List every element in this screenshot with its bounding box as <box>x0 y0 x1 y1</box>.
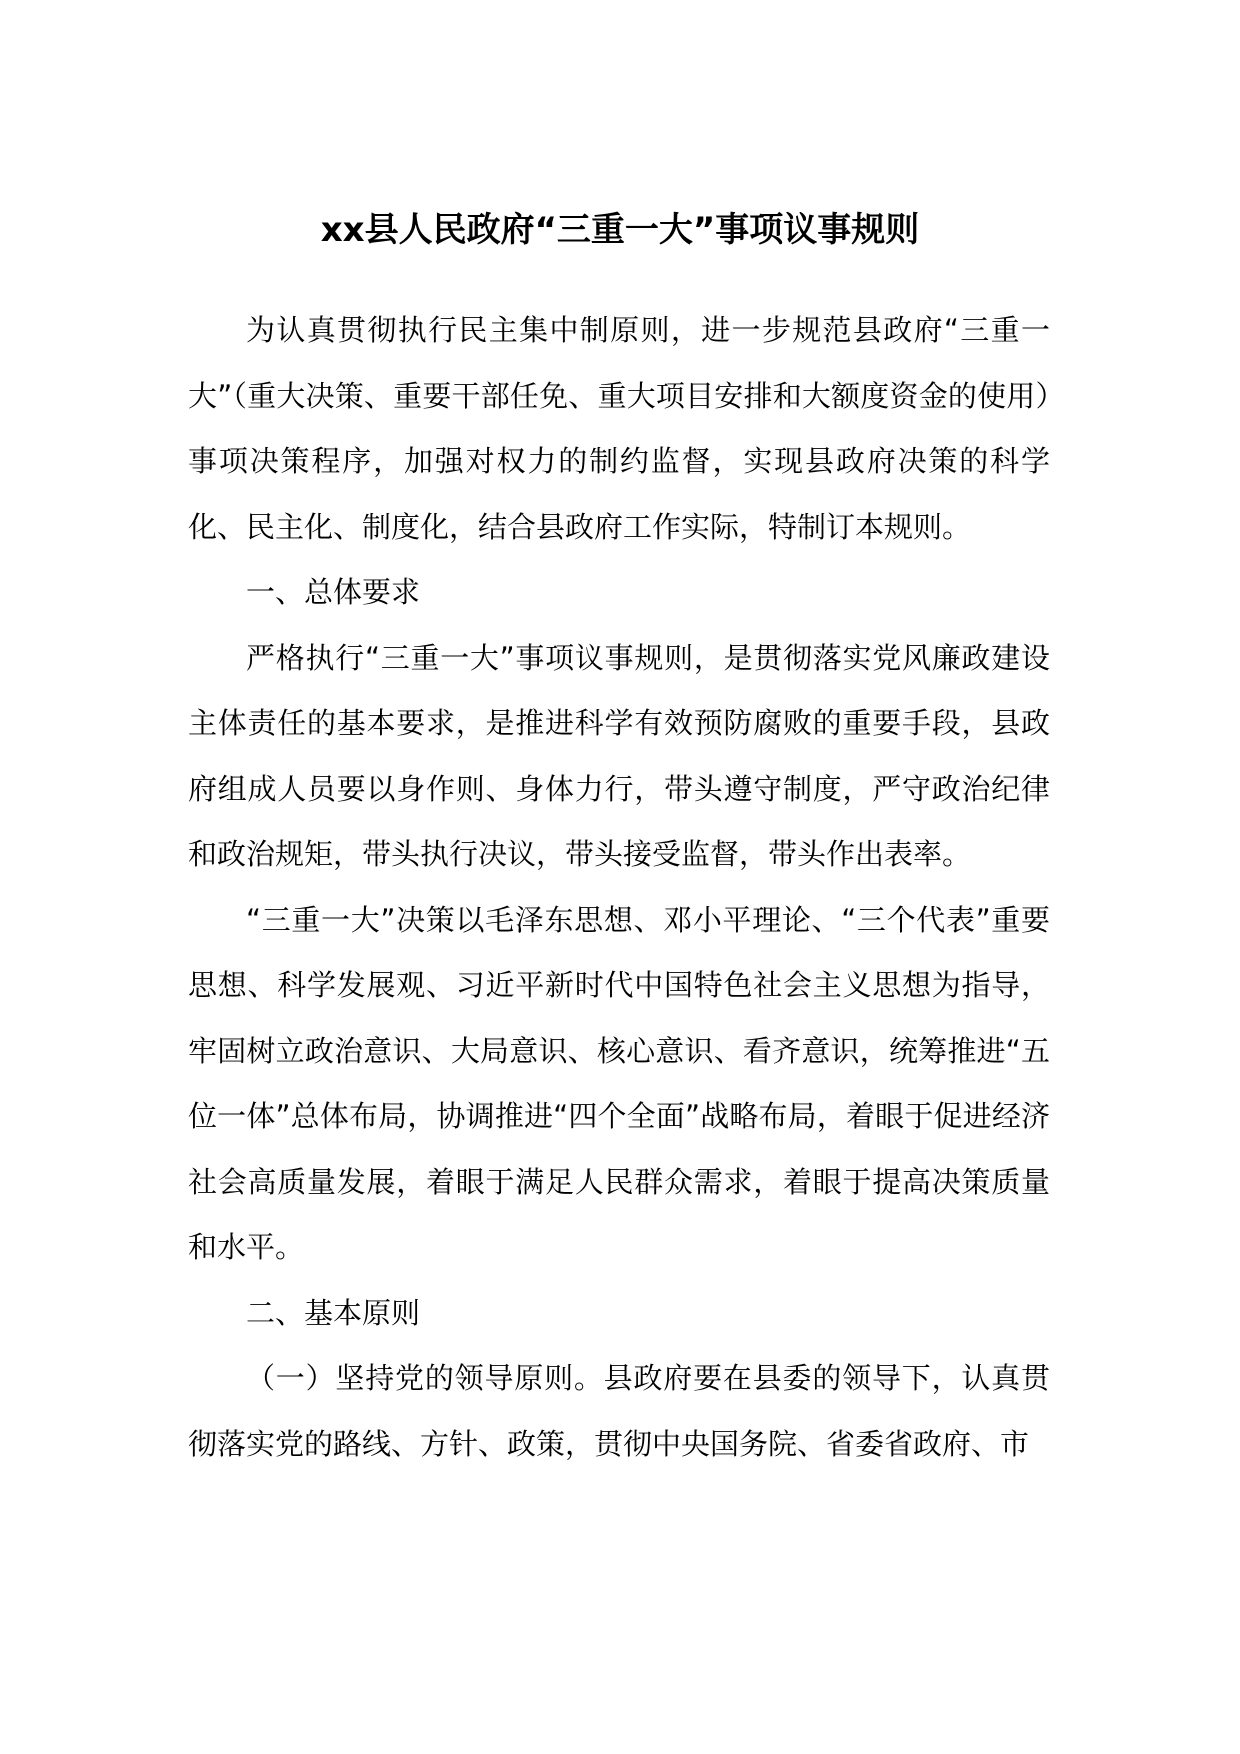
paragraph-guiding-thought: “三重一大”决策以毛泽东思想、邓小平理论、“三个代表”重要思想、科学发展观、习近平新时代中国特色社会主义思想为指导，牢固树立政治意识、大局意识、核心意识、看齐意识，统筹推进“五位一体”总体布局，协调推进“四个全面”战略布局，着眼于促进经济社会高质量发展，着眼于满足人民群众需求，着眼于提高决策质量和水平。 <box>188 902 1050 1264</box>
paragraph-intro: 为认真贯彻执行民主集中制原则，进一步规范县政府“三重一大”（重大决策、重要干部任免、重大项目安排和大额度资金的使用）事项决策程序，加强对权力的制约监督，实现县政府决策的科学化、民主化、制度化，结合县政府工作实际，特制订本规则。 <box>188 313 1050 544</box>
document-body <box>188 298 1050 1477</box>
section-heading-general-requirements: 一、总体要求 <box>246 575 421 609</box>
paragraph-general-requirements: 严格执行“三重一大”事项议事规则，是贯彻落实党风廉政建设主体责任的基本要求，是推进科学有效预防腐败的重要手段，县政府组成人员要以身作则、身体力行，带头遵守制度，严守政治纪律和政治规矩，带头执行决议，带头接受监督，带头作出表率。 <box>188 640 1050 871</box>
paragraph-principle-party-leadership: （一）坚持党的领导原则。县政府要在县委的领导下，认真贯彻落实党的路线、方针、政策，贯彻中央国务院、省委省政府、市 <box>188 1361 1050 1461</box>
document-title: xx县人民政府“三重一大”事项议事规则 <box>320 210 920 250</box>
section-heading-basic-principles: 二、基本原则 <box>246 1295 421 1330</box>
